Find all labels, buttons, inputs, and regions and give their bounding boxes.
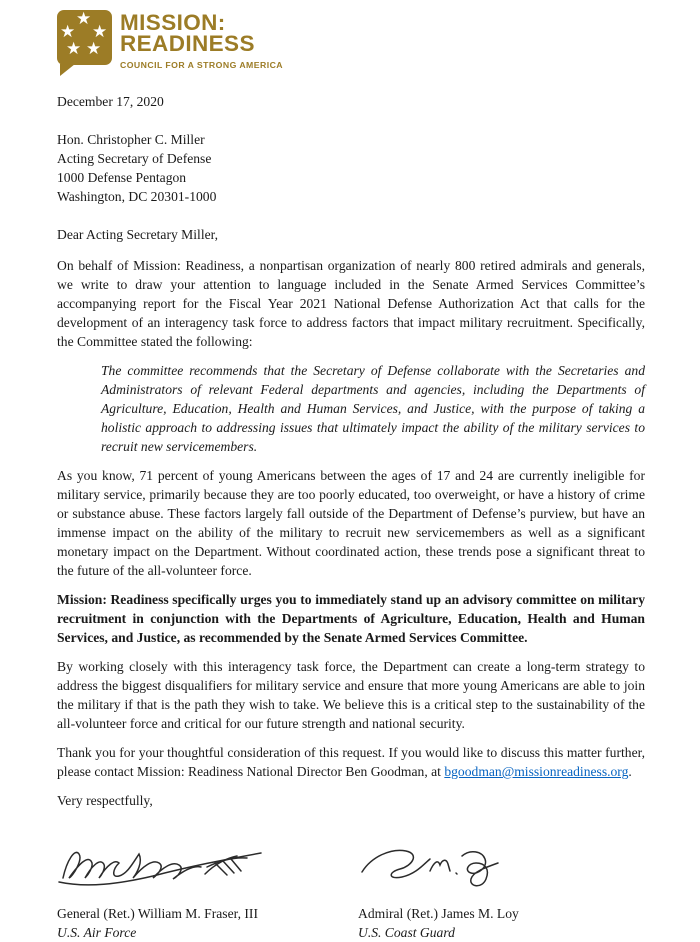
star-icon: ★ [60,22,76,42]
signer-name-loy: Admiral (Ret.) James M. Loy [358,906,519,921]
paragraph-strategy: By working closely with this interagency task force, the Department can create a long-term strategy to address the biggest disqualifiers for military service and ensure that more young Americans are able to join the military if that is the path they wish to take. We believe this is a critical step to the sustainability of the all-volunteer force and critical for our future strength and national security. [57,659,645,731]
closing-line: Very respectfully, [57,793,153,808]
star-icon: ★ [86,39,102,59]
recipient-title: Acting Secretary of Defense [57,151,212,166]
paragraph-thanks [57,743,645,781]
signature-fraser-image [57,836,267,888]
email-link[interactable]: bgoodman@missionreadiness.org [444,764,629,779]
logo-tagline: COUNCIL FOR A STRONG AMERICA [120,60,284,70]
letter-date: December 17, 2020 [57,94,164,109]
star-icon: ★ [66,39,82,59]
paragraph-ineligibility: As you know, 71 percent of young Americans between the ages of 17 and 24 are currently ineligible for military service, primarily because they are too poorly educated, too overweight, or have a history of crime or substance abuse. These factors largely fall outside of the Department of Defense’s purview, but have an immense impact on the ability of the military to recruit new servicemembers as well as a significant monetary impact on the Department. Without coordinated action, these trends pose a significant threat to the future of the all-volunteer force. [57,468,645,578]
signature-loy [358,836,645,942]
paragraph-intro: On behalf of Mission: Readiness, a nonpartisan organization of nearly 800 retired admirals and generals, we write to draw your attention to language included in the Senate Armed Services Committee’s accompanying report for the Fiscal Year 2021 National Defense Authorization Act that calls for the development of an interagency task force to address factors that impact military recruitment. Specifically, the Committee stated the following: [57,258,645,349]
signature-row [57,836,645,942]
paragraph-recommendation-bold: Mission: Readiness specifically urges you to immediately stand up an advisory committee on military recruitment in conjunction with the Departments of Agriculture, Education, Health and Human Services, and Justice, as recommended by the Senate Armed Services Committee. [57,592,645,645]
recipient-address-block [57,130,645,206]
logo-line-1: MISSION: [120,10,226,35]
signature-fraser [57,836,358,942]
speech-bubble-tail [60,64,75,76]
recipient-city: Washington, DC 20301-1000 [57,189,217,204]
logo-text [120,10,283,75]
salutation: Dear Acting Secretary Miller, [57,227,219,242]
signer-branch-coast-guard: U.S. Coast Guard [358,925,455,940]
logo-line-2: READINESS [120,31,255,56]
signer-name-fraser: General (Ret.) William M. Fraser, III [57,906,258,921]
recipient-street: 1000 Defense Pentagon [57,170,187,185]
signer-branch-air-force: U.S. Air Force [57,925,137,940]
thanks-text-after-link: . [628,764,632,779]
thanks-text-before-link: Thank you for your thoughtful consideration of this request. If you would like to discuss this matter further, please contact Mission: Readiness National Director Ben Goodman, at [57,745,645,779]
speech-bubble-stars-icon [57,10,112,65]
star-icon: ★ [92,22,108,42]
signature-loy-image [358,836,503,888]
star-icon: ★ [76,9,92,29]
mission-readiness-logo [57,10,645,75]
committee-quote: The committee recommends that the Secretary of Defense collaborate with the Secretaries and Administrators of relevant Federal departments and agencies, including the Departments of Agriculture, Education, Health and Human Services, and Justice, with the purpose of taking a holistic approach to addressing issues that ultimately impact the ability of the military services to recruit new servicemembers. [101,363,645,454]
recipient-name: Hon. Christopher C. Miller [57,132,205,147]
